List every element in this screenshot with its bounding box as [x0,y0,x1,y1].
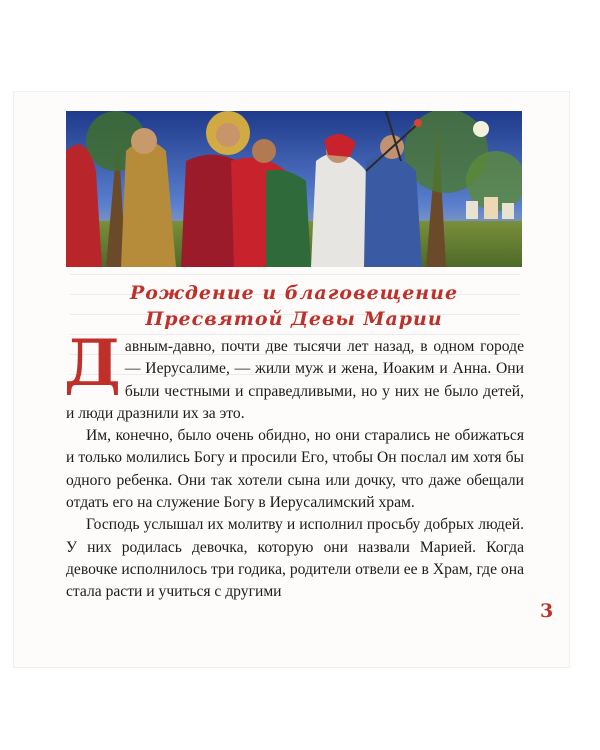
page-title-line-2: Пресвятой Девы Марии [145,308,443,330]
icon-illustration [66,111,522,267]
page-number: 3 [540,600,554,622]
drop-cap: Д [64,326,121,401]
story-text [64,326,524,604]
page-title-line-1: Рождение и благовещение [129,282,459,304]
paragraph-1-text: авным-давно, почти две тысячи лет назад, в одном городе — Иерусалиме, — жили муж и жена, Иоаким и Анна. Они были честными и справедливыми, но у них не было детей, и люди дразнили их за это. [66,338,524,422]
paragraph-1 [64,326,524,425]
paragraph-3: Господь услышал их молитву и исполнил просьбу добрых людей. У них родилась девочка, которую они назвали Марией. Когда девочке исполнилось три годика, родители отвели ее в Храм, где она стала расти и учиться с другими [66,516,524,601]
paragraph-2: Им, конечно, было очень обидно, но они старались не обижаться и только молились Богу и просили Его, чтобы Он послал им хотя бы одного ребенка. Они так хотели сына или дочку, что даже обещали отдать его на служение Богу в Иерусалимский храм. [66,427,524,512]
